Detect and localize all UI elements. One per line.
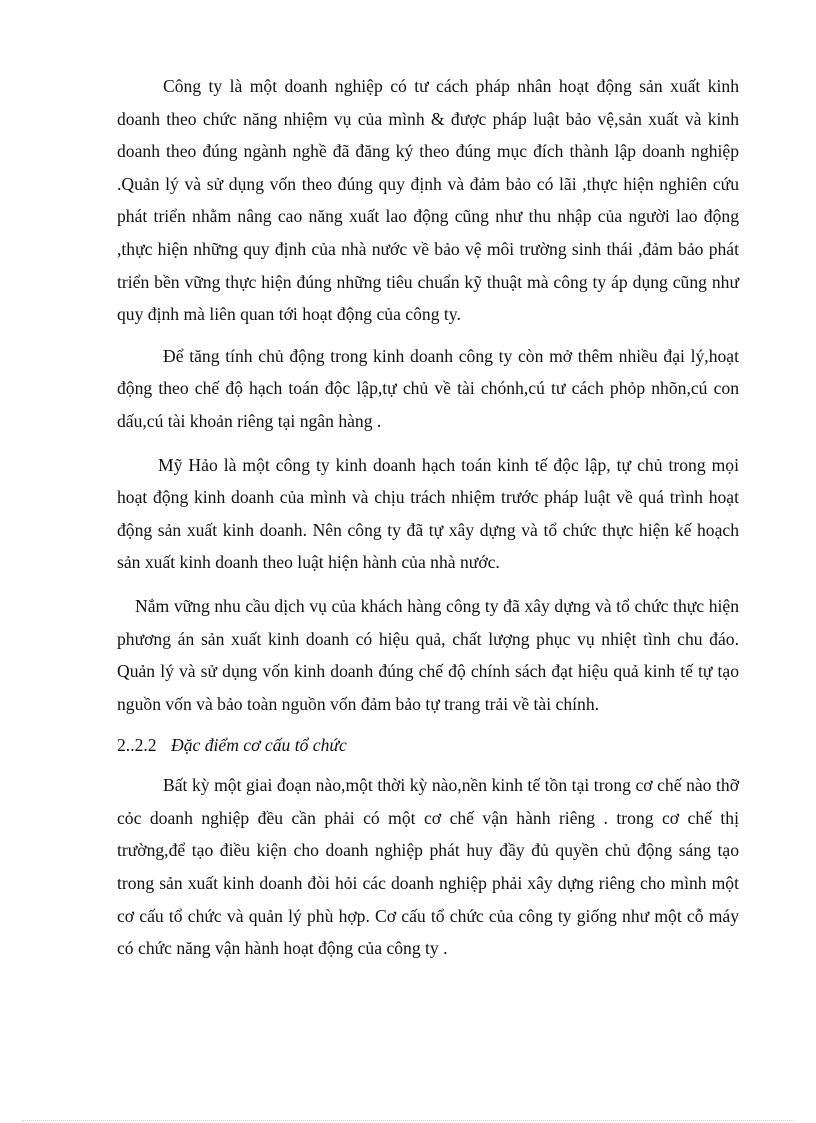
paragraph-customer-needs: Nắm vững nhu cầu dịch vụ của khách hàng công ty đã xây dựng và tổ chức thực hiện phương án sản xuất kinh doanh có hiệu quả, chất lượng phục vụ nhiệt tình chu đáo. Quản lý và sử dụng vốn kinh doanh đúng chế độ chính sách đạt hiệu quả kinh tế tự tạo nguồn vốn và bảo toàn nguồn vốn đảm bảo tự trang trải về tài chính. [117,595,739,714]
section-number: 2..2.2 [117,735,157,756]
paragraph-my-hao: Mỹ Hảo là một công ty kinh doanh hạch toán kinh tế độc lập, tự chủ trong mọi hoạt động kinh doanh của mình và chịu trách nhiệm trước pháp luật về quá trình hoạt động sản xuất kinh doanh. Nên công ty đã tự xây dựng và tổ chức thực hiện kế hoạch sản xuất kinh doanh theo luật hiện hành của nhà nước. [117,454,739,573]
section-title: Đặc điểm cơ cấu tổ chức [171,735,347,756]
section-heading [117,729,739,761]
paragraph-organization: Bất kỳ một giai đoạn nào,một thời kỳ nào,nền kinh tế tồn tại trong cơ chế nào thỡ cỏc doanh nghiệp đều cần phải có một cơ chế vận hành riêng . trong cơ chế thị trường,để tạo điều kiện cho doanh nghiệp phát huy đầy đủ quyền chủ động sáng tạo trong sản xuất kinh doanh đòi hỏi các doanh nghiệp phải xây dựng riêng cho mình một cơ cấu tổ chức và quản lý phù hợp. Cơ cấu tổ chức của công ty giống như một cỗ máy có chức năng vận hành hoạt động của công ty . [117,775,739,959]
paragraph-company-status: Công ty là một doanh nghiệp có tư cách pháp nhân hoạt động sản xuất kinh doanh theo chức năng nhiệm vụ của mình & được pháp luật bảo vệ,sản xuất và kinh doanh theo đúng ngành nghề đã đăng ký theo đúng mục đích thành lập doanh nghiệp .Quản lý và sử dụng vốn theo đúng quy định và đảm bảo có lãi ,thực hiện nghiên cứu phát triển nhằm nâng cao năng xuất lao động cũng như thu nhập của người lao động ,thực hiện những quy định của nhà nước về bảo vệ môi trường sinh thái ,đảm bảo phát triển bền vững thực hiện đúng những tiêu chuẩn kỹ thuật mà công ty áp dụng cũng như quy định mà liên quan tới hoạt động của công ty. [117,76,739,325]
paragraph-agencies: Để tăng tính chủ động trong kinh doanh công ty còn mở thêm nhiều đại lý,hoạt động theo chế độ hạch toán độc lập,tự chủ về tài chónh,cú tư cách phỏp nhõn,cú con dấu,cú tài khoản riêng tại ngân hàng . [117,345,739,431]
page-bottom-divider [22,1120,794,1121]
document-page [117,70,739,965]
